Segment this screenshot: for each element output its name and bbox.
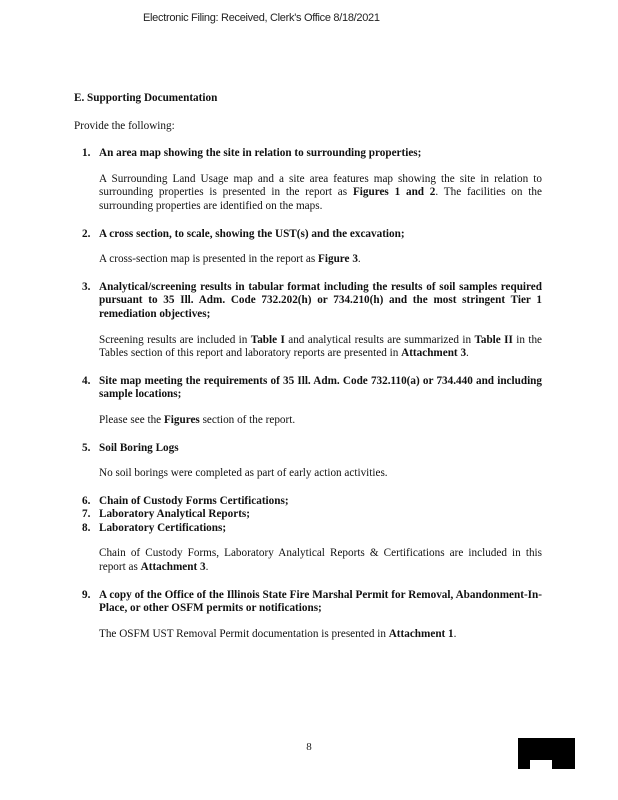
list-item	[74, 495, 542, 509]
item-title: Laboratory Analytical Reports;	[99, 508, 251, 521]
filing-stamp: Electronic Filing: Received, Clerk's Office 8/18/2021	[143, 12, 380, 24]
item-number: 2.	[82, 227, 91, 240]
item-body: A Surrounding Land Usage map and a site area features map showing the site in relation to surrounding properties is presented in the report as Figures 1 and 2. The facilities on the surrounding properties are identified on the maps.	[99, 172, 542, 212]
page-number: 8	[306, 741, 312, 753]
item-number: 8.	[82, 521, 91, 534]
list-item	[74, 508, 542, 522]
section-intro: Provide the following:	[74, 119, 175, 132]
item-body: Screening results are included in Table I and analytical results are summarized in Table II in the Tables section of this report and laboratory reports are presented in Attachment 3.	[99, 333, 543, 360]
requirements-list	[74, 147, 542, 641]
list-item	[74, 375, 542, 428]
item-title: Analytical/screening results in tabular format including the results of soil samples required pursuant to 35 Ill. Adm. Code 732.202(h) or 734.210(h) and the most stringent Tier 1 remediation objectives;	[99, 280, 542, 320]
item-number: 4.	[82, 374, 91, 387]
item-number: 7.	[82, 508, 91, 521]
item-body: Please see the Figures section of the report.	[99, 413, 296, 426]
item-body: A cross-section map is presented in the report as Figure 3.	[99, 253, 361, 266]
item-number: 1.	[82, 147, 91, 160]
item-title: Chain of Custody Forms Certifications;	[99, 494, 289, 507]
item-number: 5.	[82, 441, 91, 454]
item-title: Soil Boring Logs	[99, 441, 179, 454]
item-title: Laboratory Certifications;	[99, 521, 227, 534]
item-body: Chain of Custody Forms, Laboratory Analytical Reports & Certifications are included in this report as Attachment 3.	[99, 547, 542, 574]
item-body: The OSFM UST Removal Permit documentation is presented in Attachment 1.	[99, 627, 457, 640]
document-page	[74, 92, 542, 641]
item-number: 3.	[82, 280, 91, 293]
item-title: Site map meeting the requirements of 35 Ill. Adm. Code 732.110(a) or 734.440 and including sample locations;	[99, 374, 542, 401]
item-number: 9.	[82, 588, 91, 601]
list-item	[74, 228, 542, 267]
item-body: No soil borings were completed as part of early action activities.	[99, 467, 388, 480]
section-heading: E. Supporting Documentation	[74, 92, 218, 104]
item-title: A copy of the Office of the Illinois State Fire Marshal Permit for Removal, Abandonment-In-Place, or other OSFM permits or notifications;	[99, 588, 542, 615]
list-item	[74, 522, 542, 575]
item-title: An area map showing the site in relation to surrounding properties;	[99, 147, 422, 160]
list-item	[74, 147, 542, 213]
item-title: A cross section, to scale, showing the UST(s) and the excavation;	[99, 227, 405, 240]
list-item	[74, 281, 542, 361]
redaction-box	[518, 738, 575, 769]
item-number: 6.	[82, 494, 91, 507]
list-item	[74, 442, 542, 481]
list-item	[74, 589, 542, 642]
